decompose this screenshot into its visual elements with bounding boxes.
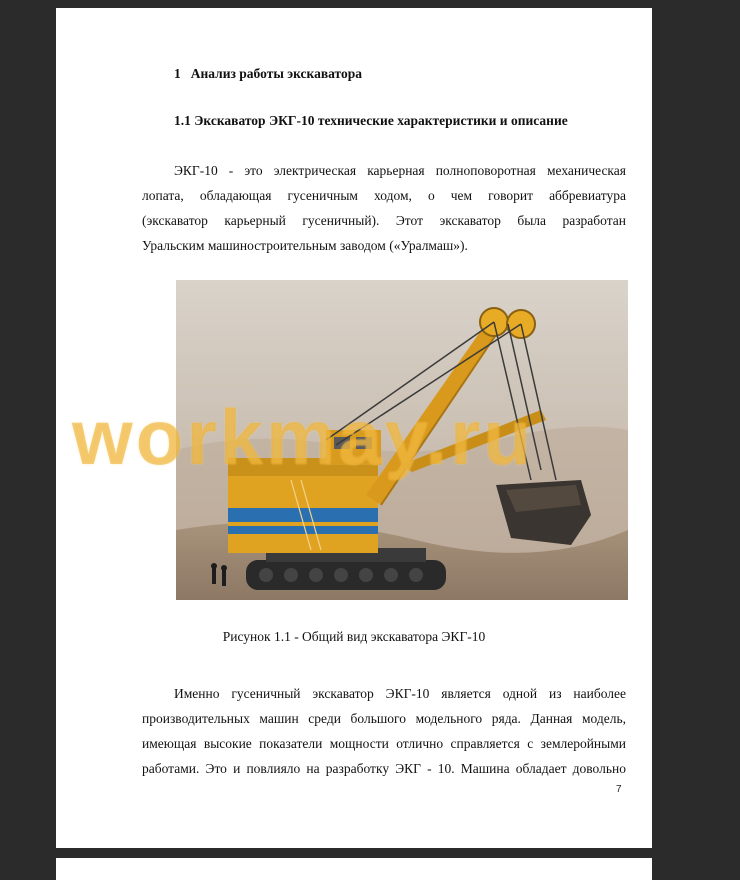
paragraph-1 xyxy=(142,158,626,258)
paragraph-1-line: лопата, обладающая гусеничным ходом, о чем говорит аббревиатура xyxy=(142,188,626,203)
paragraph-2-line: Именно гусеничный экскаватор ЭКГ-10 является одной из наиболее xyxy=(174,686,626,701)
paragraph-2-line: производительных машин среди большого модельного ряда. Данная модель, xyxy=(142,711,626,726)
paragraph-1-line: Уральским машиностроительным заводом («Уралмаш»). xyxy=(142,238,468,253)
paragraph-1-line: (экскаватор карьерный гусеничный). Этот экскаватор была разработан xyxy=(142,213,626,228)
next-page-edge xyxy=(56,858,652,880)
heading-1-text: Анализ работы экскаватора xyxy=(190,66,362,81)
page-number: 7 xyxy=(616,784,622,795)
heading-1 xyxy=(174,66,362,82)
watermark: workmay.ru xyxy=(72,393,535,481)
heading-1-number: 1 xyxy=(174,66,181,81)
heading-2: 1.1 Экскаватор ЭКГ-10 технические характеристики и описание xyxy=(174,113,568,128)
paragraph-2-line: имеющая высокие показатели мощности отлично справляется с землеройными xyxy=(142,736,626,751)
paragraph-2 xyxy=(142,681,626,781)
paragraph-1-line: ЭКГ-10 - это электрическая карьерная полноповоротная механическая xyxy=(174,163,626,178)
figure-caption: Рисунок 1.1 - Общий вид экскаватора ЭКГ-10 xyxy=(222,629,486,644)
paragraph-2-line: работами. Это и повлияло на разработку ЭКГ - 10. Машина обладает довольно xyxy=(142,761,626,776)
